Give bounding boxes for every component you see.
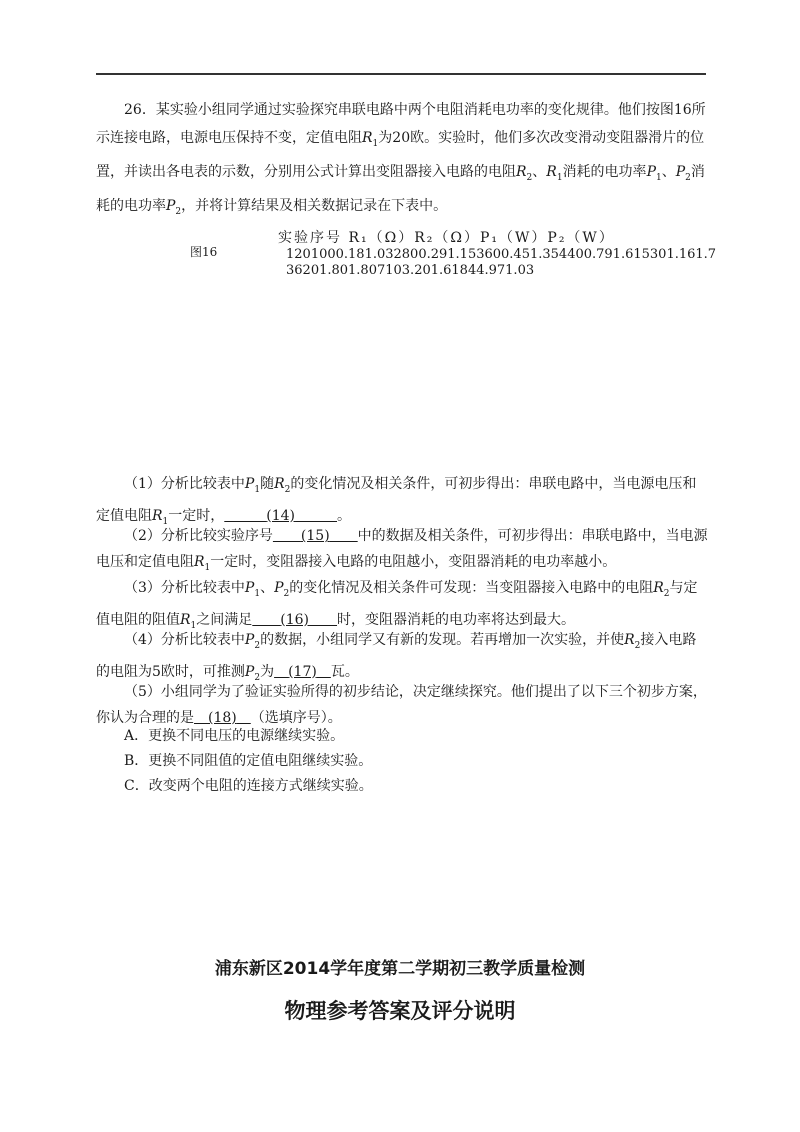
text: 、 [260,580,275,596]
subscript: 1 [655,172,662,183]
symbol: R [274,476,285,492]
symbol: P [166,197,176,214]
blank-label: (17) [288,663,317,680]
question-number: 26． [124,102,156,118]
subscript: 2 [685,172,691,183]
text: 一定时，变阻器接入电路的电阻越小，变阻器消耗的电功率越小。 [210,554,617,570]
table-row: 36201.801.807103.201.61844.971.03 [286,263,535,278]
symbol: R [546,163,557,180]
text: （4）分析比较表中 [124,632,245,648]
symbol: R [194,554,205,570]
text: 接入电路的电阻为5欧时，可推测 [96,632,697,680]
subscript: 2 [663,588,670,599]
symbol: P [244,580,255,596]
stem-text: 为20欧。实验时，他们多次改变滑动变阻器滑片的位置，并读出各电表的示数，分别用公式计算出变阻器接入电路的电阻 [96,130,705,180]
stem-text: 、 [661,163,676,180]
symbol: R [152,507,163,524]
symbol: R [362,130,373,146]
text: 一定时， [168,507,225,524]
option-a: A．更换不同电压的电源继续实验。 [124,728,345,744]
symbol: R [180,611,191,628]
text: 瓦。 [330,663,359,680]
subscript: 2 [283,588,290,599]
subscript: 1 [254,484,261,495]
subscript: 2 [254,672,261,683]
subscript: 1 [372,138,379,149]
blank-label: (18) [208,710,237,726]
subscript: 2 [634,640,641,651]
symbol: P [244,632,255,648]
answer-blank-15[interactable] [273,528,358,544]
text: （5）小组同学为了验证实验所得的初步结论，决定继续探究。他们提出了以下三个初步方案，你认为合理的是 [96,684,707,726]
stem-text: 某实验小组同学通过实验探究串联电路中两个电阻消耗电功率的变化规律。他们按图16所示连接电路，电源电压保持不变，定值电阻 [96,102,706,146]
blank-label: (15) [300,528,330,544]
answer-blank-16[interactable] [252,612,337,628]
text: （1）分析比较表中 [124,476,245,492]
table-header: 实验序号 R₁（Ω）R₂（Ω）P₁（W）P₂（W） [278,230,615,246]
text: 随 [260,476,275,492]
symbol: P [274,580,284,596]
subscript: 1 [204,562,211,573]
text: 时，变阻器消耗的电功率将达到最大。 [337,611,576,628]
stem-text: 、 [532,163,547,180]
subscript: 1 [254,588,261,599]
data-table [278,229,716,279]
stem-text: ，并将计算结果及相关数据记录在下表中。 [181,197,448,214]
text: 的变化情况及相关条件，可初步得出：串联电路中，当电源电压和定值电阻 [96,476,697,524]
symbol: R [653,580,664,596]
answer-section-title: 浦东新区2014学年度第二学期初三教学质量检测 [214,959,586,979]
symbol: P [646,163,656,180]
subscript: 1 [162,516,169,527]
table-row: 1201000.181.032800.291.153600.451.354400.791.615301.161.7 [286,247,717,262]
stem-text: 消耗的电功率 [562,163,647,180]
text: 之间满足 [196,611,253,628]
answer-blank-14[interactable] [224,508,337,524]
top-rule [96,73,706,75]
answer-blank-17[interactable] [274,664,331,680]
stem-text: 消耗的电功率 [96,163,705,214]
subscript: 2 [284,484,291,495]
subscript: 1 [190,620,197,631]
text: 的数据，小组同学又有新的发现。若再增加一次实验，并使 [260,632,625,648]
text: （选填序号）。 [250,710,342,726]
subscript: 2 [526,172,533,183]
question-26-stem [96,96,708,225]
text: 。 [337,507,352,524]
symbol: P [675,163,686,180]
symbol: R [624,632,635,648]
option-b: B．更换不同阻值的定值电阻继续实验。 [124,753,373,769]
option-c: C．改变两个电阻的连接方式继续实验。 [124,778,373,794]
subscript: 2 [175,206,182,217]
text: （2）分析比较实验序号 [124,528,273,544]
subscript: 2 [254,640,261,651]
text: 与定值电阻的阻值 [96,580,698,628]
sub-question-2 [96,523,708,581]
blank-label: (14) [266,507,296,524]
blank-label: (16) [280,611,310,628]
answer-section-subtitle: 物理参考答案及评分说明 [284,999,516,1023]
symbol: P [244,663,255,680]
text: 中的数据及相关条件，可初步得出：串联电路中，当电源电压和定值电阻 [96,528,708,570]
text: （3）分析比较表中 [124,580,245,596]
subscript: 1 [556,172,563,183]
symbol: R [516,163,527,180]
symbol: P [244,476,255,492]
figure-label: 图16 [190,245,218,259]
text: 为 [260,663,275,680]
text: 的变化情况及相关条件可发现：当变阻器接入电路中的电阻 [289,580,654,596]
